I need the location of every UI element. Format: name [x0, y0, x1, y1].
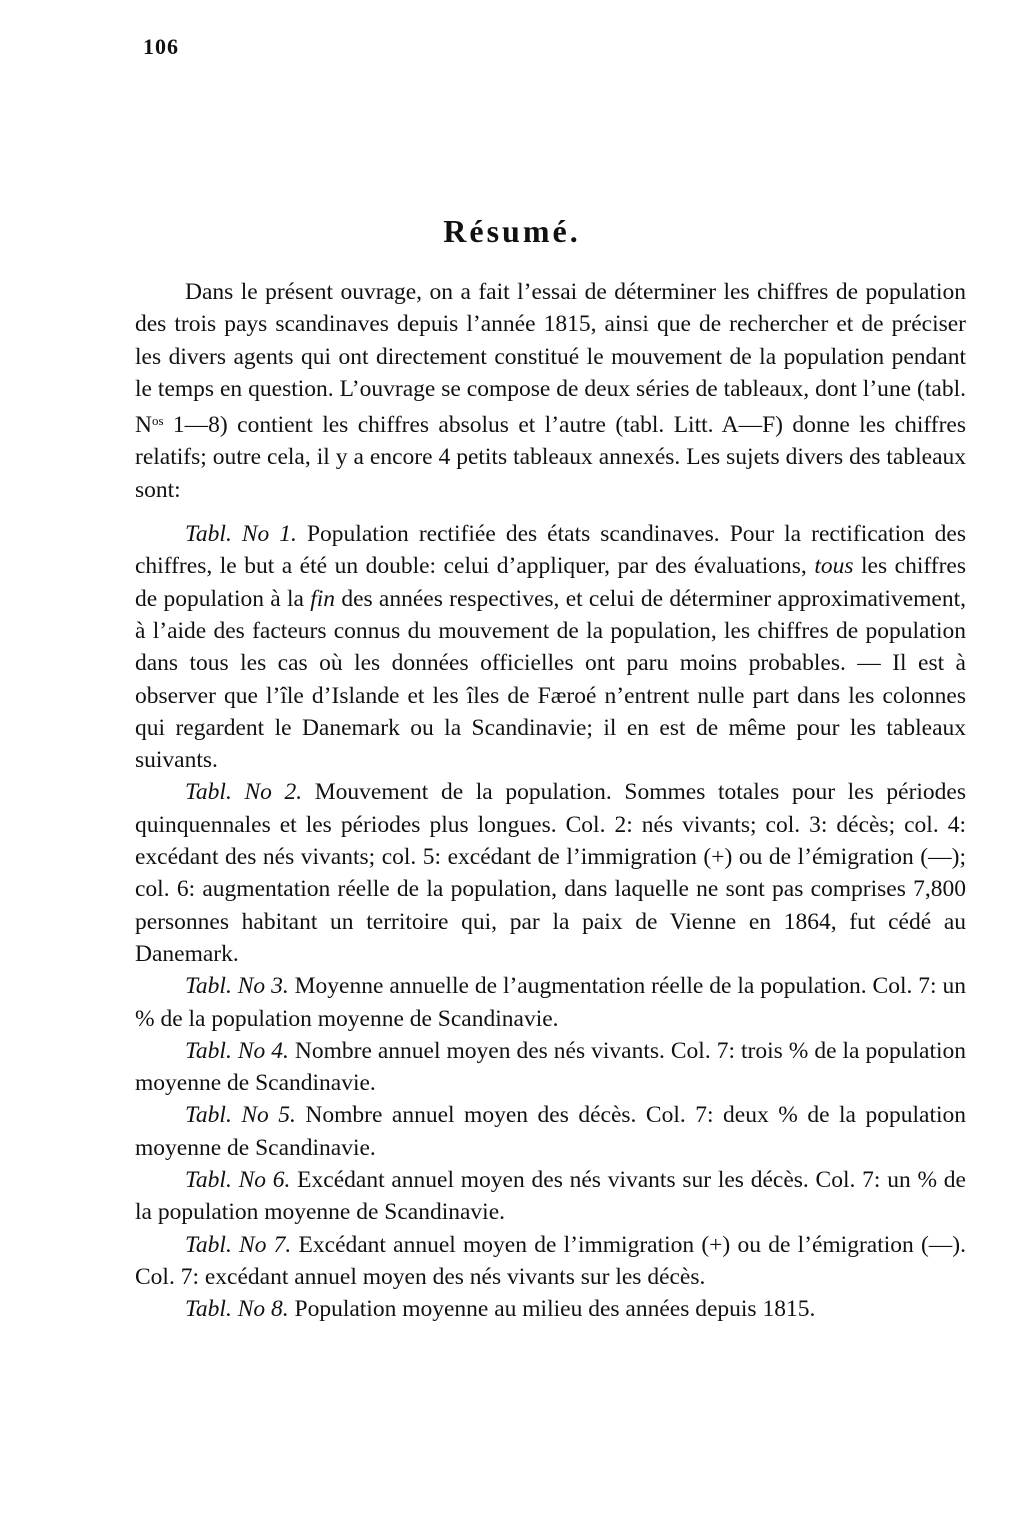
table-1-emphasis-fin: fin: [310, 585, 336, 612]
table-8-paragraph: [135, 1293, 966, 1325]
intro-text-rest: 1—8) contient les chiffres absolus et l’autre (tabl. Litt. A—F) donne les chiffres relatifs; outre cela, il y a encore 4 petits tableaux annexés. Les sujets divers des tableaux sont:: [135, 412, 966, 503]
table-2-text: Mouvement de la population. Sommes totales pour les périodes quinquennales et les périodes plus longues. Col. 2: nés vivants; col. 3: décès; col. 4: excédant des nés vivants; col. 5: excédant de l’immigration (+) ou de l’émigration (—); col. 6: augmentation réelle de la population, dans laquelle ne sont pas comprises 7,800 personnes habitant un territoire qui, par la paix de Vienne en 1864, fut cédé au Danemark.: [135, 779, 967, 967]
table-6-text: Excédant annuel moyen des nés vivants sur les décès. Col. 7: un % de la population moyenne de Scandinavie.: [135, 1167, 966, 1226]
table-3-paragraph: [135, 970, 966, 1035]
body-text: [135, 276, 966, 1326]
table-3-ref: Tabl. No 3.: [185, 973, 289, 1000]
table-5-paragraph: [135, 1099, 966, 1164]
table-7-paragraph: [135, 1229, 966, 1294]
intro-superscript: os: [151, 413, 164, 429]
table-5-text: Nombre annuel moyen des décès. Col. 7: deux % de la population moyenne de Scandinavie.: [135, 1102, 966, 1161]
table-7-ref: Tabl. No 7.: [185, 1231, 292, 1258]
table-1-text-b: les chiffres de population à la: [135, 553, 966, 612]
table-7-text: Excédant annuel moyen de l’immigration (+) ou de l’émigration (—). Col. 7: excédant annuel moyen des nés vivants sur les décès.: [135, 1231, 966, 1290]
table-1-paragraph: [135, 518, 966, 776]
table-1-text-a: Population rectifiée des états scandinaves. Pour la rectification des chiffres, le but a été un double: celui d’appliquer, par des évaluations,: [135, 521, 966, 580]
table-1-emphasis-tous: tous: [814, 553, 854, 580]
intro-paragraph: [135, 276, 966, 506]
section-heading: Résumé.: [443, 213, 581, 249]
table-4-paragraph: [135, 1035, 966, 1100]
table-1-text-c: des années respectives, et celui de déterminer approximativement, à l’aide des facteurs connus du mouvement de la population, les chiffres de population dans tous les cas où les données officielles ont paru moins probables. — Il est à observer que l’île d’Islande et les îles de Færoé n’entrent nulle part dans les colonnes qui regardent le Danemark ou la Scandinavie; il en est de même pour les tableaux suivants.: [135, 585, 966, 774]
table-5-ref: Tabl. No 5.: [185, 1102, 296, 1129]
table-6-paragraph: [135, 1164, 966, 1229]
intro-text: Dans le présent ouvrage, on a fait l’essai de déterminer les chiffres de population des trois pays scandinaves depuis l’année 1815, ainsi que de rechercher et de préciser les divers agents qui ont directement constitué le mouvement de la population pendant le temps en question. L’ouvrage se compose de deux séries de tableaux, dont l’une (tabl. N: [135, 279, 966, 439]
page-number: 106: [143, 34, 179, 59]
table-4-ref: Tabl. No 4.: [185, 1037, 289, 1064]
table-1-ref: Tabl. No 1.: [185, 521, 297, 548]
table-8-text: Population moyenne au milieu des années depuis 1815.: [288, 1296, 816, 1323]
table-4-text: Nombre annuel moyen des nés vivants. Col. 7: trois % de la population moyenne de Scandinavie.: [135, 1037, 966, 1097]
table-2-ref: Tabl. No 2.: [185, 779, 303, 806]
table-3-text: Moyenne annuelle de l’augmentation réelle de la population. Col. 7: un % de la population moyenne de Scandinavie.: [135, 973, 966, 1032]
table-8-ref: Tabl. No 8.: [185, 1296, 289, 1323]
table-2-paragraph: [135, 776, 966, 970]
table-6-ref: Tabl. No 6.: [185, 1167, 291, 1194]
